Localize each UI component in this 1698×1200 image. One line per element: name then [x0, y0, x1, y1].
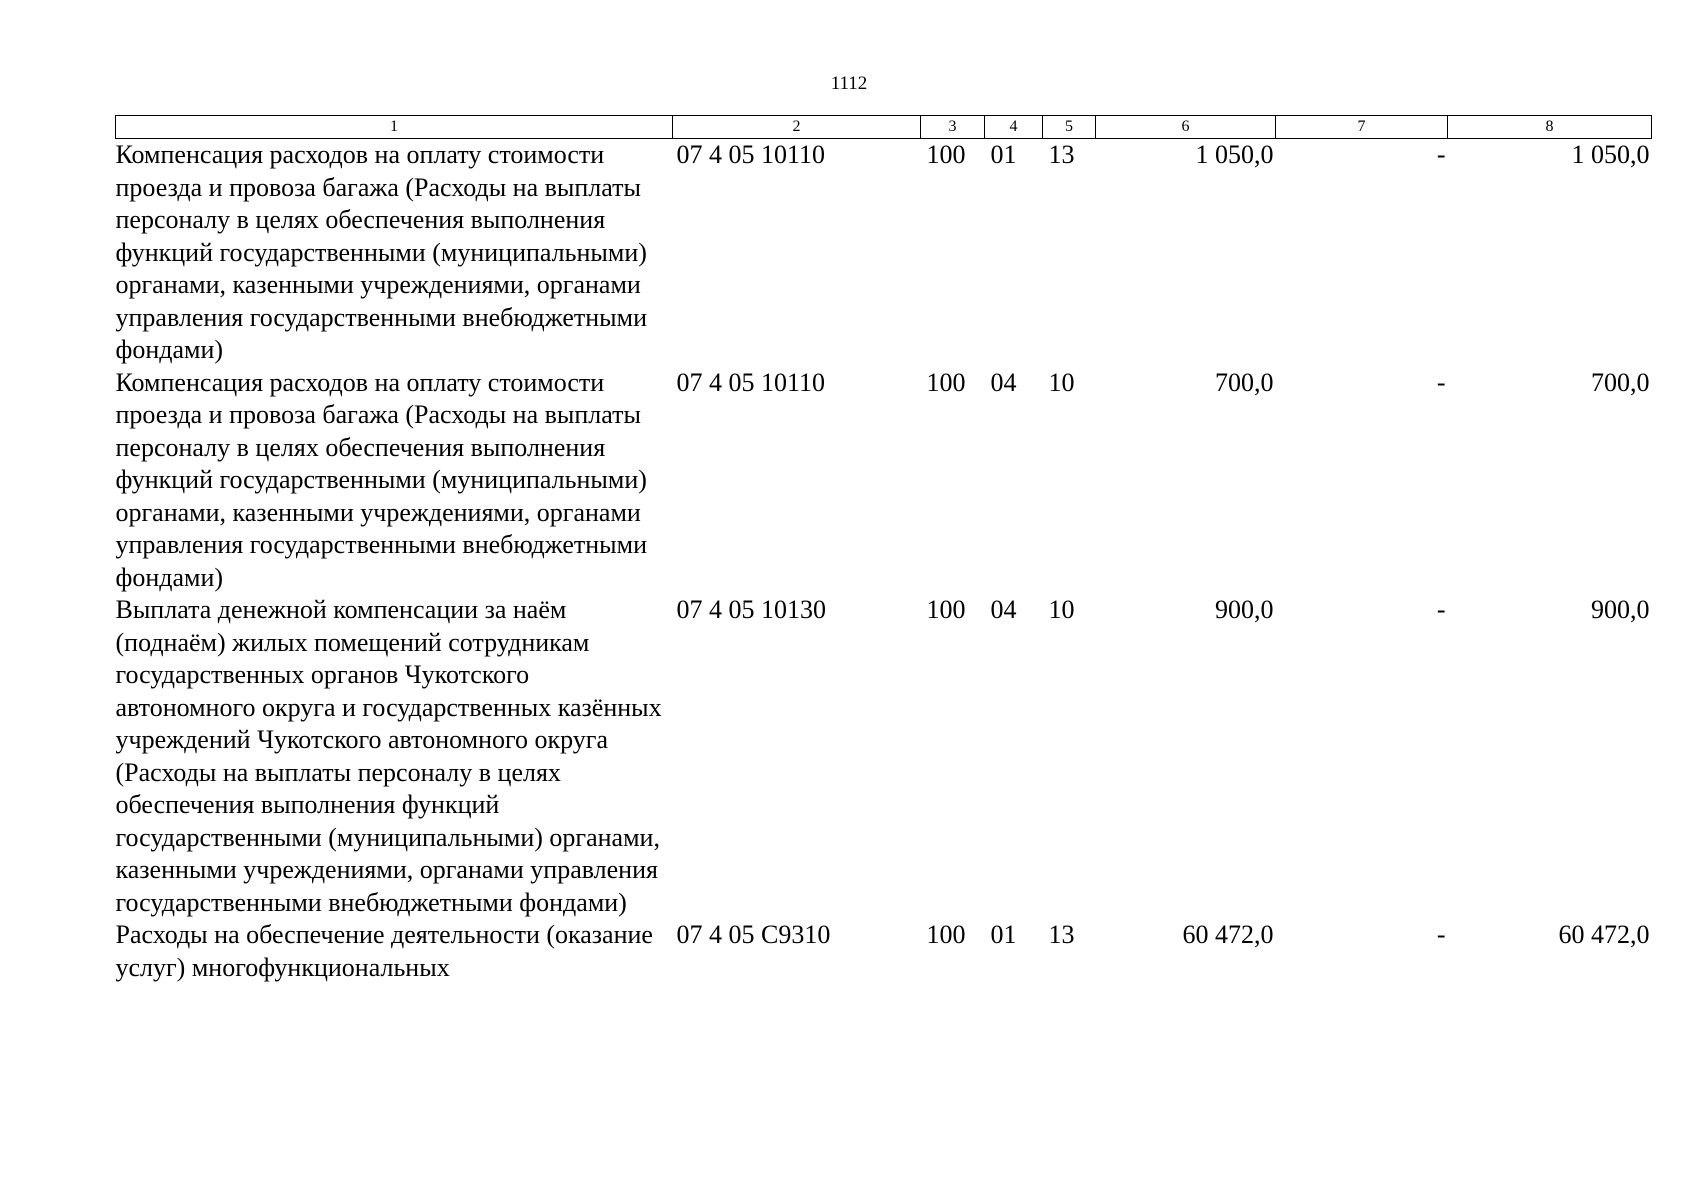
section-code: 04	[990, 595, 1017, 624]
expense-type-code: 100	[926, 920, 966, 949]
amount-col-7: -	[1436, 920, 1446, 949]
program-code: 07 4 05 10130	[676, 595, 826, 624]
column-numbers-row	[116, 116, 1652, 139]
section-code: 01	[990, 140, 1017, 169]
expense-name: Расходы на обеспечение деятельности (оказание услуг) многофункциональных	[115, 920, 653, 982]
column-number-7: 7	[1276, 116, 1448, 139]
column-number-1: 1	[116, 116, 673, 139]
amount-col-6: 1 050,0	[1195, 140, 1274, 169]
page-number: 1112	[830, 73, 868, 94]
subsection-code: 10	[1048, 367, 1075, 397]
subsection-code: 13	[1048, 920, 1075, 949]
budget-table	[115, 115, 1652, 984]
column-number-5: 5	[1043, 116, 1096, 139]
subsection-code: 13	[1048, 140, 1075, 169]
table-row	[116, 139, 1652, 367]
amount-col-8: 900,0	[1591, 595, 1650, 624]
table-row	[116, 367, 1652, 595]
program-code: 07 4 05 С9310	[676, 920, 831, 949]
amount-col-6: 700,0	[1215, 367, 1274, 397]
column-number-8: 8	[1448, 116, 1652, 139]
expense-name: Компенсация расходов на оплату стоимости проезда и провоза багажа (Расходы на выплаты персоналу в целях обеспечения выполнения функций государственными (муниципальными) органами, казенными учреждениями, органами управления государственными внебюджетными фондами)	[115, 140, 647, 364]
table-row	[116, 919, 1652, 984]
subsection-code: 10	[1048, 595, 1075, 624]
section-code: 01	[990, 920, 1017, 949]
expense-name: Выплата денежной компенсации за наём (поднаём) жилых помещений сотрудникам государственных органов Чукотского автономного округа и государственных казённых учреждений Чукотского автономного округа (Расходы на выплаты персоналу в целях обеспечения выполнения функций государственными (муниципальными) органами, казенными учреждениями, органами управления государственными внебюджетными фондами)	[115, 595, 662, 917]
amount-col-8: 60 472,0	[1558, 920, 1650, 949]
amount-col-7: -	[1436, 140, 1446, 169]
expense-type-code: 100	[926, 595, 966, 624]
program-code: 07 4 05 10110	[676, 367, 826, 397]
expense-type-code: 100	[926, 140, 966, 169]
column-number-6: 6	[1096, 116, 1276, 139]
program-code: 07 4 05 10110	[676, 140, 826, 169]
column-number-4: 4	[985, 116, 1043, 139]
section-code: 04	[990, 367, 1017, 397]
amount-col-6: 60 472,0	[1182, 920, 1274, 949]
column-number-2: 2	[673, 116, 921, 139]
amount-col-7: -	[1436, 595, 1446, 624]
expense-name: Компенсация расходов на оплату стоимости проезда и провоза багажа (Расходы на выплаты персоналу в целях обеспечения выполнения функций государственными (муниципальными) органами, казенными учреждениями, органами управления государственными внебюджетными фондами)	[115, 367, 647, 592]
table-body	[116, 139, 1652, 985]
amount-col-6: 900,0	[1215, 595, 1274, 624]
amount-col-7: -	[1436, 367, 1446, 397]
table-row	[116, 594, 1652, 919]
amount-col-8: 700,0	[1591, 367, 1650, 397]
table-header	[116, 116, 1652, 139]
column-number-3: 3	[921, 116, 985, 139]
amount-col-8: 1 050,0	[1571, 140, 1650, 169]
expense-type-code: 100	[926, 367, 966, 397]
